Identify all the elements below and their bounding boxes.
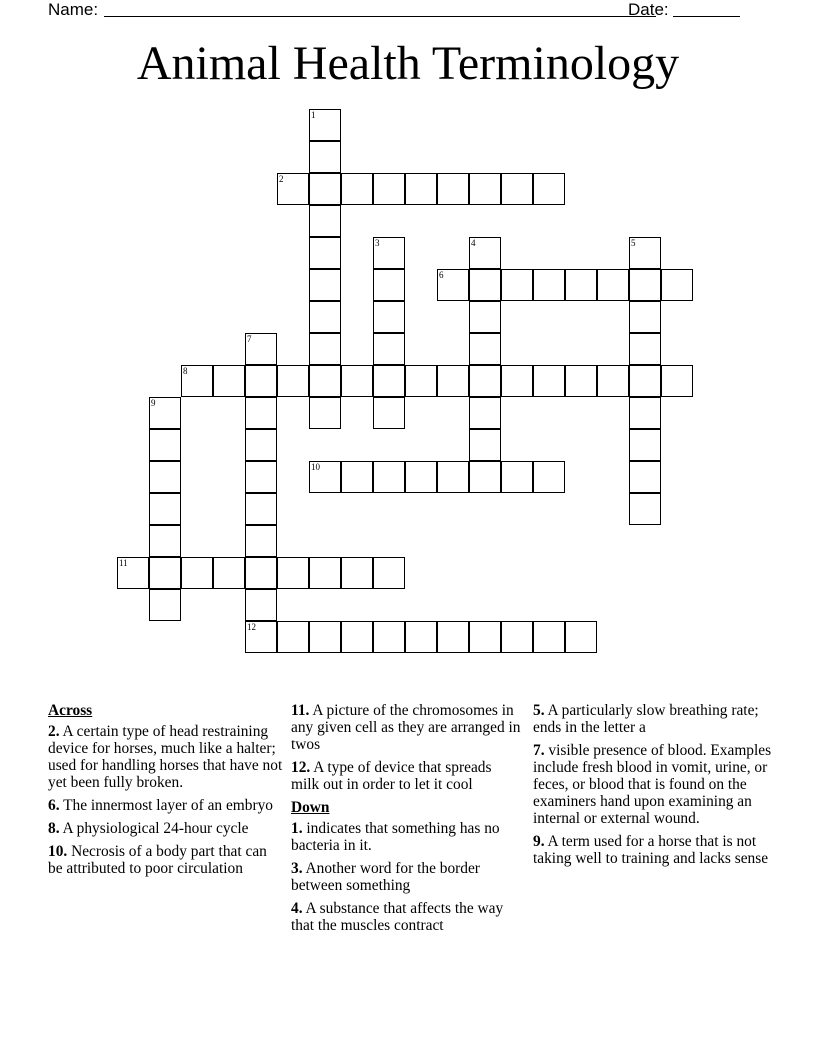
clue-down-9: 9. A term used for a horse that is not taking well to training and lacks sense — [533, 833, 769, 867]
crossword-cell[interactable] — [469, 301, 501, 333]
crossword-cell[interactable] — [629, 365, 661, 397]
clue-number: 10 — [311, 462, 320, 472]
clue-number: 1 — [311, 110, 316, 120]
crossword-cell[interactable] — [405, 621, 437, 653]
crossword-cell[interactable] — [341, 173, 373, 205]
clue-column-2 — [291, 702, 523, 940]
clue-column-3 — [533, 702, 773, 873]
crossword-cell[interactable] — [149, 589, 181, 621]
crossword-cell[interactable] — [277, 621, 309, 653]
clue-down-3: 3. Another word for the border between something — [291, 860, 480, 894]
crossword-cell[interactable] — [181, 557, 213, 589]
crossword-cell[interactable] — [501, 365, 533, 397]
crossword-cell[interactable] — [405, 365, 437, 397]
clue-number: 8 — [183, 366, 188, 376]
crossword-cell[interactable] — [629, 301, 661, 333]
clue-number: 2 — [279, 174, 284, 184]
crossword-cell[interactable] — [629, 429, 661, 461]
crossword-cell[interactable] — [245, 557, 277, 589]
crossword-cell-3[interactable] — [373, 237, 405, 269]
crossword-cell[interactable] — [501, 621, 533, 653]
crossword-cell[interactable] — [373, 301, 405, 333]
crossword-cell[interactable] — [533, 173, 565, 205]
date-label: Date: — [628, 0, 669, 19]
crossword-cell[interactable] — [245, 365, 277, 397]
crossword-cell-8[interactable] — [181, 365, 213, 397]
crossword-cell[interactable] — [373, 461, 405, 493]
clue-number: 3 — [375, 238, 380, 248]
crossword-cell-11[interactable] — [117, 557, 149, 589]
crossword-cell[interactable] — [565, 365, 597, 397]
crossword-cell[interactable] — [469, 621, 501, 653]
crossword-cell[interactable] — [373, 269, 405, 301]
crossword-cell[interactable] — [309, 557, 341, 589]
crossword-cell[interactable] — [629, 461, 661, 493]
crossword-cell[interactable] — [309, 141, 341, 173]
clue-across-8: 8. A physiological 24-hour cycle — [48, 820, 249, 837]
crossword-cell[interactable] — [245, 397, 277, 429]
crossword-cell[interactable] — [245, 589, 277, 621]
crossword-cell[interactable] — [149, 429, 181, 461]
crossword-cell[interactable] — [501, 461, 533, 493]
down-heading: Down — [291, 799, 330, 816]
crossword-cell[interactable] — [469, 269, 501, 301]
crossword-cell[interactable] — [309, 173, 341, 205]
clue-down-7: 7. visible presence of blood. Examples include fresh blood in vomit, urine, or feces, or blood that is found on the examiners hand upon examining an internal or external wound. — [533, 742, 772, 827]
crossword-cell[interactable] — [149, 525, 181, 557]
crossword-cell[interactable] — [373, 621, 405, 653]
crossword-cell[interactable] — [565, 269, 597, 301]
crossword-cell[interactable] — [213, 557, 245, 589]
clue-number: 6 — [439, 270, 444, 280]
clue-number: 5 — [631, 238, 636, 248]
crossword-cell[interactable] — [309, 301, 341, 333]
clue-number: 4 — [471, 238, 476, 248]
crossword-cell[interactable] — [533, 621, 565, 653]
crossword-cell[interactable] — [309, 397, 341, 429]
crossword-cell[interactable] — [501, 269, 533, 301]
crossword-cell[interactable] — [469, 429, 501, 461]
crossword-cell[interactable] — [437, 173, 469, 205]
crossword-cell[interactable] — [245, 525, 277, 557]
crossword-cell[interactable] — [373, 557, 405, 589]
crossword-cell[interactable] — [309, 621, 341, 653]
crossword-cell[interactable] — [405, 461, 437, 493]
crossword-cell[interactable] — [469, 365, 501, 397]
clue-number: 11 — [119, 558, 128, 568]
crossword-cell-5[interactable] — [629, 237, 661, 269]
crossword-cell[interactable] — [373, 397, 405, 429]
crossword-cell[interactable] — [373, 365, 405, 397]
crossword-cell[interactable] — [373, 173, 405, 205]
crossword-cell[interactable] — [469, 333, 501, 365]
crossword-cell-9[interactable] — [149, 397, 181, 429]
crossword-cell[interactable] — [341, 365, 373, 397]
crossword-cell[interactable] — [661, 269, 693, 301]
crossword-cell[interactable] — [565, 621, 597, 653]
crossword-cell[interactable] — [469, 173, 501, 205]
crossword-cell[interactable] — [309, 205, 341, 237]
across-heading: Across — [48, 702, 93, 719]
clue-across-6: 6. The innermost layer of an embryo — [48, 797, 273, 814]
clue-number: 9 — [151, 398, 156, 408]
crossword-cell[interactable] — [629, 493, 661, 525]
crossword-cell[interactable] — [149, 493, 181, 525]
crossword-cell[interactable] — [341, 461, 373, 493]
crossword-cell[interactable] — [277, 557, 309, 589]
crossword-cell[interactable] — [309, 269, 341, 301]
crossword-cell[interactable] — [245, 493, 277, 525]
crossword-cell-7[interactable] — [245, 333, 277, 365]
crossword-cell[interactable] — [533, 269, 565, 301]
crossword-cell[interactable] — [277, 365, 309, 397]
crossword-cell[interactable] — [341, 557, 373, 589]
crossword-cell[interactable] — [501, 173, 533, 205]
clue-down-5: 5. A particularly slow breathing rate; ends in the letter a — [533, 702, 759, 736]
crossword-cell[interactable] — [469, 461, 501, 493]
crossword-cell[interactable] — [309, 237, 341, 269]
clue-across-2: 2. A certain type of head restraining device for horses, much like a halter; used for handling horses that have not yet been fully broken. — [48, 723, 283, 791]
crossword-cell[interactable] — [341, 621, 373, 653]
crossword-cell[interactable] — [437, 461, 469, 493]
crossword-cell[interactable] — [661, 365, 693, 397]
clue-down-1: 1. indicates that something has no bacteria in it. — [291, 820, 500, 854]
crossword-cell[interactable] — [245, 429, 277, 461]
crossword-cell[interactable] — [373, 333, 405, 365]
crossword-cell-1[interactable] — [309, 109, 341, 141]
crossword-cell-6[interactable] — [437, 269, 469, 301]
crossword-cell[interactable] — [309, 365, 341, 397]
clue-number: 7 — [247, 334, 252, 344]
clue-across-11: 11. A picture of the chromosomes in any given cell as they are arranged in twos — [291, 702, 521, 753]
crossword-cell[interactable] — [533, 461, 565, 493]
crossword-cell[interactable] — [629, 333, 661, 365]
clue-across-12: 12. A type of device that spreads milk out in order to let it cool — [291, 759, 492, 793]
crossword-cell[interactable] — [597, 365, 629, 397]
clue-across-10: 10. Necrosis of a body part that can be attributed to poor circulation — [48, 843, 267, 877]
crossword-cell[interactable] — [437, 621, 469, 653]
page-title: Animal Health Terminology — [136, 37, 680, 90]
crossword-cell[interactable] — [149, 461, 181, 493]
crossword-cell[interactable] — [629, 397, 661, 429]
crossword-cell[interactable] — [629, 269, 661, 301]
crossword-cell-12[interactable] — [245, 621, 277, 653]
clue-column-1 — [48, 702, 283, 883]
name-label: Name: — [48, 0, 99, 19]
crossword-cell[interactable] — [309, 333, 341, 365]
clue-number: 12 — [247, 622, 256, 632]
crossword-cell[interactable] — [405, 173, 437, 205]
crossword-cell[interactable] — [149, 557, 181, 589]
crossword-cell[interactable] — [469, 397, 501, 429]
crossword-cell[interactable] — [597, 269, 629, 301]
crossword-cell[interactable] — [213, 365, 245, 397]
crossword-cell-10[interactable] — [309, 461, 341, 493]
clue-down-4: 4. A substance that affects the way that the muscles contract — [291, 900, 504, 934]
crossword-cell[interactable] — [533, 365, 565, 397]
crossword-cell-2[interactable] — [277, 173, 309, 205]
crossword-cell[interactable] — [245, 461, 277, 493]
crossword-cell[interactable] — [437, 365, 469, 397]
crossword-cell-4[interactable] — [469, 237, 501, 269]
